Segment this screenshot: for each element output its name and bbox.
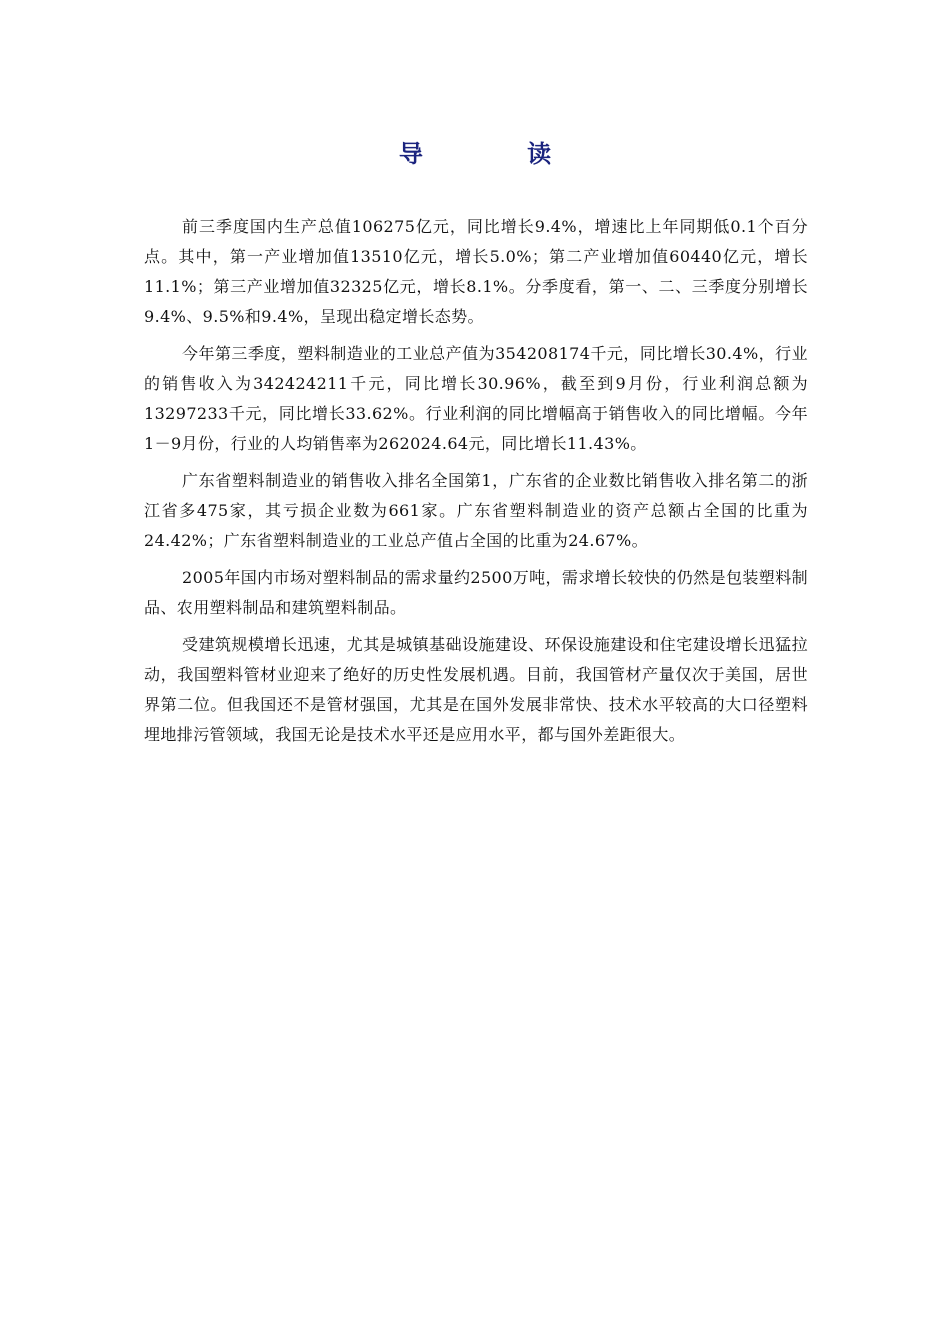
paragraph-plastics-q3: 今年第三季度，塑料制造业的工业总产值为354208174千元，同比增长30.4%，行业的销售收入为342424211千元，同比增长30.96%，截至到9月份，行业利润总额为13297233千元，同比增长33.62%。行业利润的同比增幅高于销售收入的同比增幅。今年1－9月份，行业的人均销售率为262024.64元，同比增长11.43%。 [144,344,808,453]
paragraph-gdp: 前三季度国内生产总值106275亿元，同比增长9.4%，增速比上年同期低0.1个百分点。其中，第一产业增加值13510亿元，增长5.0%；第二产业增加值60440亿元，增长11.1%；第三产业增加值32325亿元，增长8.1%。分季度看，第一、二、三季度分别增长9.4%、9.5%和9.4%，呈现出稳定增长态势。 [144,217,808,326]
page-title: 导 读 [398,140,600,169]
paragraph-guangdong: 广东省塑料制造业的销售收入排名全国第1，广东省的企业数比销售收入排名第二的浙江省多475家，其亏损企业数为661家。广东省塑料制造业的资产总额占全国的比重为24.42%；广东省塑料制造业的工业总产值占全国的比重为24.67%。 [144,471,808,550]
paragraph-pipe-industry: 受建筑规模增长迅速，尤其是城镇基础设施建设、环保设施建设和住宅建设增长迅猛拉动，我国塑料管材业迎来了绝好的历史性发展机遇。目前，我国管材产量仅次于美国，居世界第二位。但我国还不是管材强国，尤其是在国外发展非常快、技术水平较高的大口径塑料埋地排污管领域，我国无论是技术水平还是应用水平，都与国外差距很大。 [144,635,808,744]
body-text [144,212,808,757]
paragraph-demand-2005: 2005年国内市场对塑料制品的需求量约2500万吨，需求增长较快的仍然是包装塑料制品、农用塑料制品和建筑塑料制品。 [144,568,808,617]
